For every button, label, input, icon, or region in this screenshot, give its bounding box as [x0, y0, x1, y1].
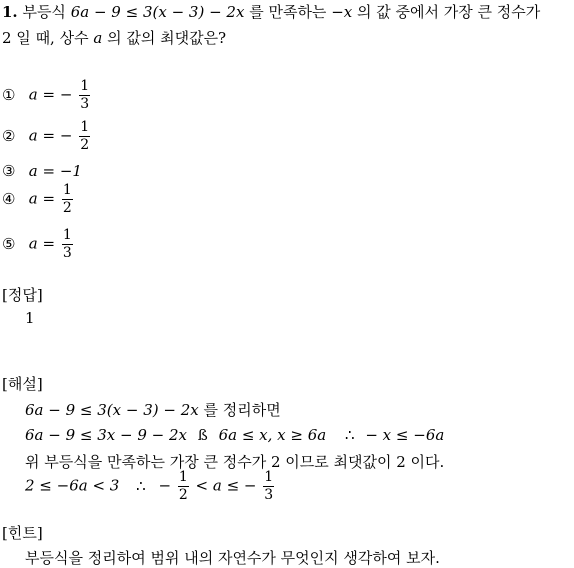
problem-text-mid: 를 만족하는	[249, 3, 327, 21]
problem-text-pre: 부등식	[22, 3, 66, 21]
solution-fraction: $\frac{1}{2}$	[178, 469, 188, 503]
problem-number: 1.	[2, 3, 18, 21]
option-4	[2, 182, 75, 217]
problem-neg-x: −x	[331, 3, 353, 21]
option-number: ③	[2, 162, 16, 180]
solution-line4-math: 2 ≤ −6a < 3	[25, 476, 120, 495]
option-number: ②	[2, 126, 16, 145]
solution-line2-symbol: ß	[197, 426, 208, 444]
option-lhs: a =	[28, 189, 56, 208]
solution-line-4	[25, 469, 276, 504]
hint-header: [힌트]	[2, 524, 43, 542]
solution-line4-lhs: −	[158, 476, 172, 495]
option-fraction: $\frac{1}{3}$	[80, 78, 90, 112]
solution-line-3: 위 부등식을 만족하는 가장 큰 정수가 2 이므로 최댓값이 2 이다.	[25, 453, 445, 471]
option-fraction: $\frac{1}{2}$	[80, 119, 90, 153]
problem-inequality: 6a − 9 ≤ 3(x − 3) − 2x	[70, 3, 245, 21]
solution-line4-mid: < a ≤ −	[195, 476, 257, 495]
option-fraction: $\frac{1}{3}$	[62, 227, 72, 261]
solution-line-2	[25, 426, 444, 444]
option-5	[2, 227, 75, 262]
option-number: ⑤	[2, 234, 16, 253]
problem-var-a: a	[93, 29, 103, 47]
therefore-symbol: ∴	[345, 426, 355, 444]
option-lhs: a = −1	[28, 162, 82, 180]
answer-header: [정답]	[2, 286, 43, 304]
solution-line1-text: 를 정리하면	[203, 401, 281, 419]
option-fraction: $\frac{1}{2}$	[62, 182, 72, 216]
therefore-symbol: ∴	[136, 476, 146, 495]
answer-value: 1	[25, 309, 35, 327]
solution-line2-rest: 6a ≤ x, x ≥ 6a	[218, 426, 327, 444]
problem-line-2	[2, 27, 226, 48]
option-1	[2, 78, 92, 113]
option-3	[2, 162, 82, 180]
solution-line2-math: 6a − 9 ≤ 3x − 9 − 2x	[25, 426, 187, 444]
hint-text: 부등식을 정리하여 범위 내의 자연수가 무엇인지 생각하여 보자.	[25, 549, 440, 567]
solution-line-1	[25, 399, 281, 420]
option-lhs: a = −	[28, 85, 73, 104]
option-number: ④	[2, 189, 16, 208]
option-lhs: a = −	[28, 126, 73, 145]
option-2	[2, 119, 92, 154]
solution-header: [해설]	[2, 375, 43, 393]
solution-fraction: $\frac{1}{3}$	[264, 469, 274, 503]
problem-line2-pre: 2 일 때, 상수	[2, 29, 89, 47]
option-number: ①	[2, 85, 16, 104]
problem-text-post: 의 값 중에서 가장 큰 정수가	[357, 3, 541, 21]
problem-line2-post: 의 값의 최댓값은?	[107, 29, 227, 47]
problem-line-1	[2, 1, 540, 22]
solution-line1-math: 6a − 9 ≤ 3(x − 3) − 2x	[25, 401, 199, 419]
option-lhs: a =	[28, 234, 56, 253]
solution-line2-end: − x ≤ −6a	[365, 426, 445, 444]
